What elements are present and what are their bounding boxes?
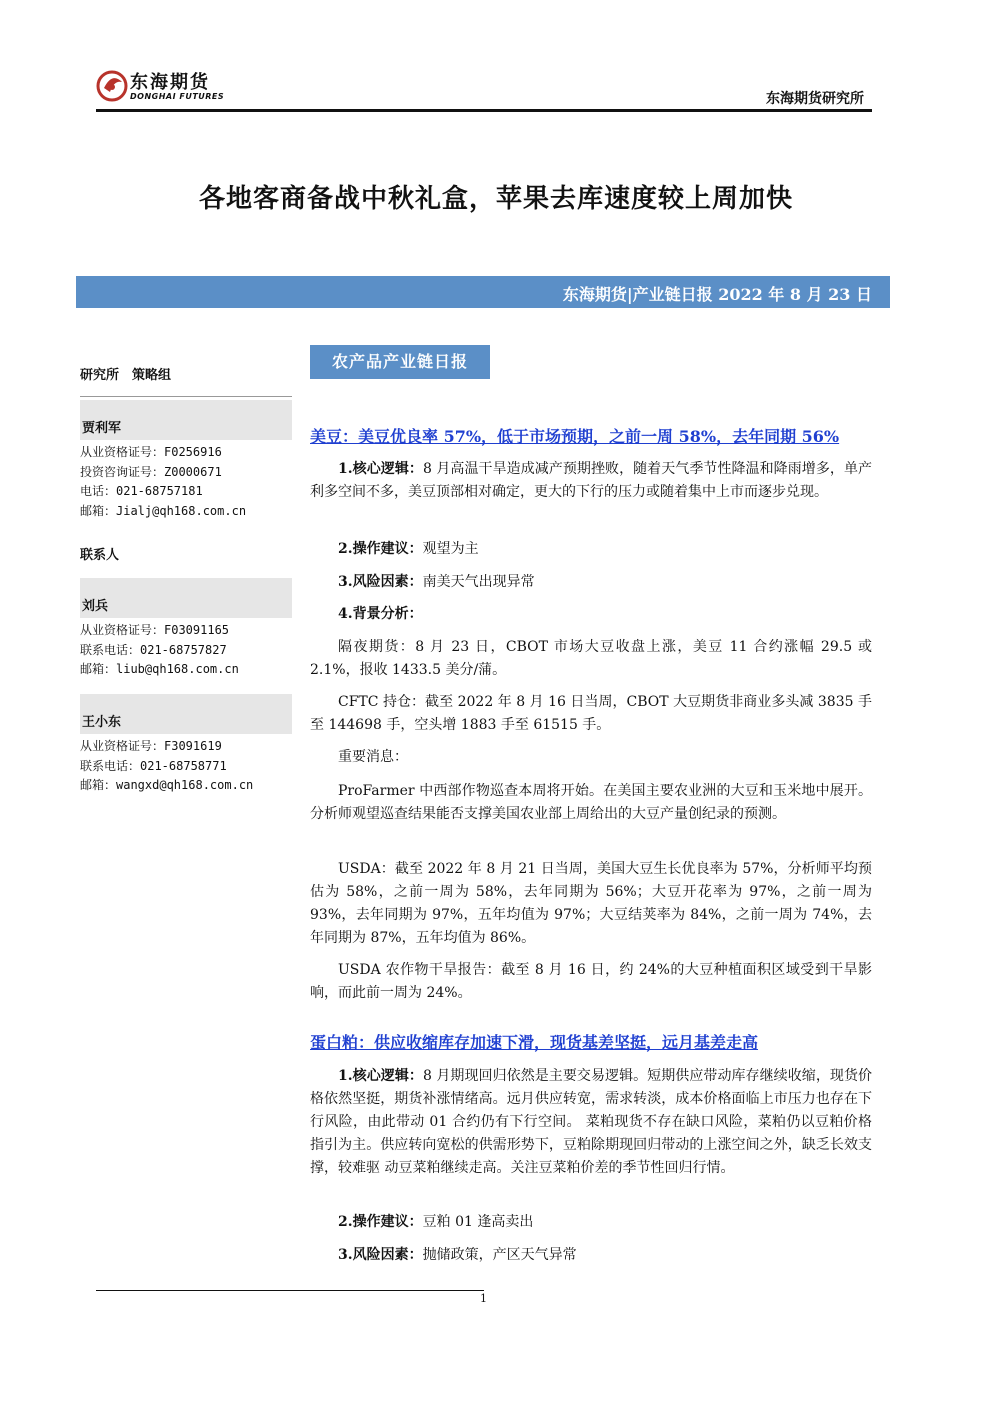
contact-name-bar — [80, 400, 292, 440]
soybean-section-title[interactable]: 美豆：美豆优良率 57%，低于市场预期，之前一周 58%，去年同期 56% — [310, 427, 840, 446]
contact-line: 联系电话：021-68757827 — [80, 642, 227, 657]
contact-line: 投资咨询证号：Z0000671 — [80, 464, 222, 479]
contact-email[interactable]: 邮箱：wangxd@qh168.com.cn — [80, 778, 254, 792]
advice-label: 2.操作建议： — [338, 1214, 423, 1230]
donghai-logo — [96, 66, 226, 106]
section-tag: 农产品产业链日报 — [310, 345, 490, 379]
soybean-logic-para — [310, 458, 872, 504]
sidebar-divider — [80, 396, 292, 397]
sidebar-dept: 研究所 策略组 — [80, 368, 172, 383]
soybean-profarmer-para: ProFarmer 中西部作物巡查本周将开始。在美国主要农业洲的大豆和玉米地中展开。分析师观望巡查结果能否支撑美国农业部上周给出的大豆产量创纪录的预测。 — [310, 783, 872, 822]
logo-text-cn: 东海期货 — [130, 72, 210, 93]
contact-name-bar — [80, 578, 292, 618]
risk-label: 3.风险因素： — [338, 574, 423, 590]
contact-line: 联系电话：021-68758771 — [80, 758, 227, 773]
contact-name: 贾利军 — [82, 421, 122, 436]
contact-email[interactable]: 邮箱：Jialj@qh168.com.cn — [80, 503, 247, 518]
header-divider — [96, 109, 872, 112]
soybean-usda-para: USDA：截至 2022 年 8 月 21 日当周，美国大豆生长优良率为 57%，分析师平均预估为 58%，之前一周为 58%，去年同期为 56%；大豆开花率为 97%，之前一周为 93%，去年同期为 97%，五年均值为 97%；大豆结荚率为 84%，之前一周为 74%，去年同期为 87%，五年均值为 86%。 — [310, 861, 872, 946]
logo-text-en: DONGHAI FUTURES — [130, 92, 225, 101]
contact-line: 从业资格证号：F0256916 — [80, 445, 222, 459]
meal-advice-para — [310, 1211, 872, 1234]
logic-label: 1.核心逻辑： — [338, 461, 423, 477]
meal-logic-para — [310, 1065, 872, 1180]
risk-label: 3.风险因素： — [338, 1247, 423, 1263]
logic-text: 8 月高温干旱造成减产预期挫败，随着天气季节性降温和降雨增多，单产利多空间不多，美豆顶部相对确定，更大的下行的压力或随着集中上市而逐步兑现。 — [310, 461, 872, 500]
soybean-drought-para: USDA 农作物干旱报告：截至 8 月 16 日，约 24%的大豆种植面积区域受到干旱影响，而此前一周为 24%。 — [310, 962, 872, 1001]
advice-text: 豆粕 01 逢高卖出 — [422, 1214, 534, 1230]
advice-label: 2.操作建议： — [338, 541, 423, 557]
contact-email[interactable]: 邮箱：liub@qh168.com.cn — [80, 662, 239, 676]
contact-line: 从业资格证号：F3091619 — [80, 739, 222, 753]
meal-risk-para — [310, 1244, 872, 1267]
contact-name: 王小东 — [82, 715, 122, 730]
contact-card — [80, 694, 292, 796]
contact-name-bar — [80, 694, 292, 734]
soybean-advice-para — [310, 538, 872, 561]
soybean-bg-label-para — [310, 603, 872, 626]
institute-name: 东海期货研究所 — [766, 91, 864, 107]
risk-text: 南美天气出现异常 — [422, 574, 535, 590]
page-title: 各地客商备战中秋礼盒，苹果去库速度较上周加快 — [198, 184, 793, 214]
banner-text: 东海期货|产业链日报 2022 年 8 月 23 日 — [562, 285, 872, 304]
bg-label: 4.背景分析： — [338, 606, 423, 622]
soybean-cftc-para: CFTC 持仓：截至 2022 年 8 月 16 日当周，CBOT 大豆期货非商业多头减 3835 手至 144698 手，空头增 1883 手至 61515 手。 — [310, 694, 872, 733]
contact-line: 电话：021-68757181 — [80, 484, 203, 498]
logic-text: 8 月期现回归依然是主要交易逻辑。短期供应带动库存继续收缩，现货价格依然坚挺，期货补涨情绪高。远月供应转宽，需求转淡，成本价格面临上市压力也存在下行风险，由此带动 01 合约仍有下行空间。 菜粕现货不存在缺口风险，菜粕仍以豆粕价格指引为主。供应转向宽松的供需形势下，豆粕除期现回归带动的上涨空间之外，缺乏长效支撑，较难驱 动豆菜粕继续走高。关注豆菜粕价差的季节性回归行情。 — [310, 1068, 872, 1176]
contact-card — [80, 400, 292, 521]
contact-name: 刘兵 — [82, 599, 109, 614]
soybean-news-label: 重要消息： — [338, 749, 408, 765]
page-number: 1 — [480, 1292, 487, 1305]
contact-line: 从业资格证号：F03091165 — [80, 623, 230, 637]
soybean-futures-para: 隔夜期货：8 月 23 日，CBOT 市场大豆收盘上涨，美豆 11 合约涨幅 29.5 或 2.1%，报收 1433.5 美分/蒲。 — [310, 639, 872, 678]
report-banner — [76, 276, 890, 308]
risk-text: 抛储政策，产区天气异常 — [422, 1247, 577, 1263]
contacts-label: 联系人 — [80, 548, 120, 563]
meal-section-title[interactable]: 蛋白粕：供应收缩库存加速下滑，现货基差坚挺，远月基差走高 — [310, 1033, 759, 1052]
contact-card — [80, 578, 292, 680]
advice-text: 观望为主 — [422, 541, 479, 557]
logic-label: 1.核心逻辑： — [338, 1068, 423, 1084]
soybean-risk-para — [310, 571, 872, 594]
footer-divider — [96, 1290, 484, 1291]
